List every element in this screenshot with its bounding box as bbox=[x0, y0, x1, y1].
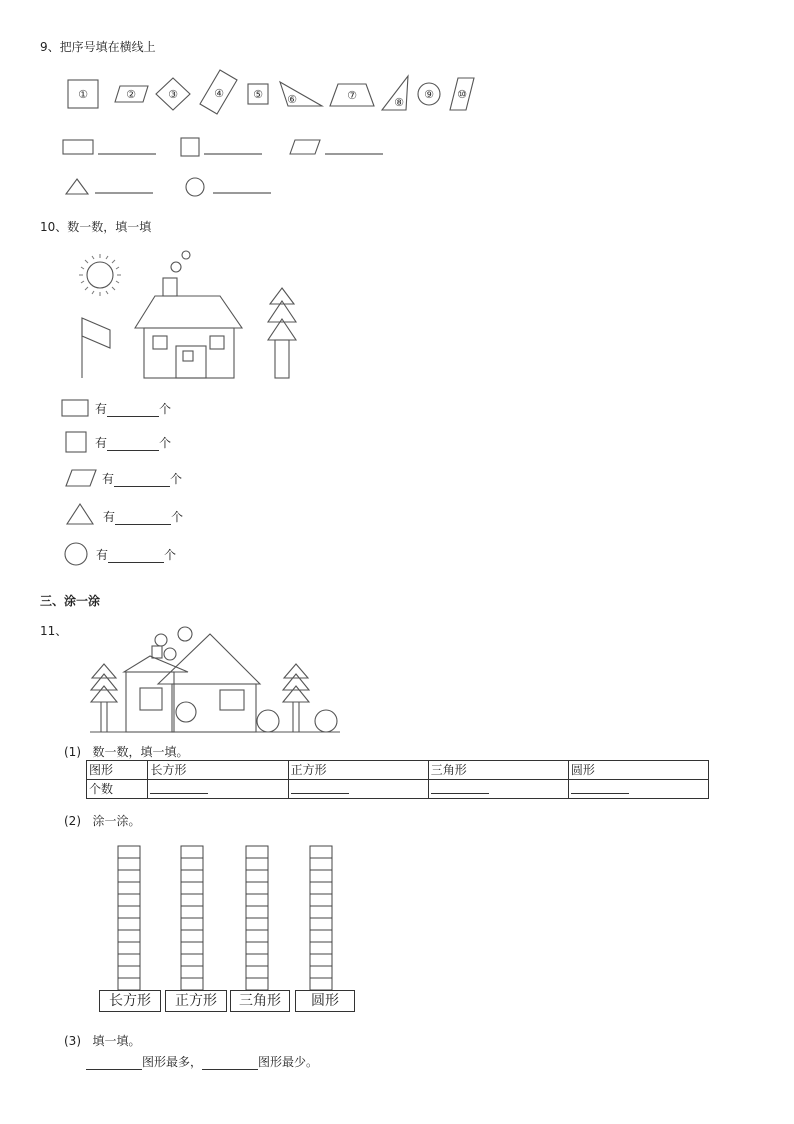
color-cell-square[interactable] bbox=[181, 858, 203, 870]
least-text: 图形最少。 bbox=[258, 1055, 319, 1069]
you-label: 有 bbox=[95, 402, 108, 416]
color-cell-rectangle[interactable] bbox=[118, 894, 140, 906]
count-blank-circle[interactable] bbox=[108, 550, 164, 563]
shape-label: ⑥ bbox=[287, 93, 297, 106]
most-shape-blank[interactable] bbox=[86, 1057, 142, 1070]
color-cell-triangle[interactable] bbox=[246, 894, 268, 906]
house-window-left bbox=[140, 688, 162, 710]
shape-label: ② bbox=[126, 88, 136, 101]
color-cell-square[interactable] bbox=[181, 906, 203, 918]
count-cell-rectangle[interactable] bbox=[148, 780, 288, 799]
circle-icon bbox=[186, 178, 204, 196]
part3-text: 填一填。 bbox=[92, 1034, 141, 1048]
parallelogram-icon bbox=[66, 470, 96, 486]
column-label-circle: 圆形 bbox=[295, 990, 355, 1012]
color-cell-triangle[interactable] bbox=[246, 858, 268, 870]
part1-text: 数一数，填一填。 bbox=[92, 745, 189, 759]
ge-label: 个 bbox=[159, 436, 172, 450]
color-cell-circle[interactable] bbox=[310, 906, 332, 918]
color-cell-circle[interactable] bbox=[310, 918, 332, 930]
color-cell-square[interactable] bbox=[181, 966, 203, 978]
count-row-rectangle bbox=[95, 400, 171, 417]
table-col-circle: 圆形 bbox=[568, 761, 708, 780]
color-cell-square[interactable] bbox=[181, 882, 203, 894]
q10-title: 10、数一数，填一填 bbox=[40, 220, 152, 234]
house-window-right bbox=[210, 336, 224, 349]
color-cell-square[interactable] bbox=[181, 942, 203, 954]
rectangle-icon bbox=[63, 140, 93, 154]
color-cell-circle[interactable] bbox=[310, 870, 332, 882]
smoke-circle bbox=[178, 627, 192, 641]
q9-title: 9、把序号填在横线上 bbox=[40, 40, 156, 54]
tree-icon bbox=[268, 288, 296, 378]
chimney bbox=[152, 646, 162, 658]
count-cell-triangle[interactable] bbox=[428, 780, 568, 799]
house-wall-right bbox=[172, 684, 256, 732]
color-cell-square[interactable] bbox=[181, 918, 203, 930]
color-cell-triangle[interactable] bbox=[246, 966, 268, 978]
count-cell-circle[interactable] bbox=[568, 780, 708, 799]
you-label: 有 bbox=[96, 548, 109, 562]
color-cell-rectangle[interactable] bbox=[118, 882, 140, 894]
circle-icon bbox=[65, 543, 87, 565]
color-cell-square[interactable] bbox=[181, 978, 203, 990]
house-door-window bbox=[183, 351, 193, 361]
color-cell-triangle[interactable] bbox=[246, 882, 268, 894]
color-cell-triangle[interactable] bbox=[246, 954, 268, 966]
q11-number: 11、 bbox=[40, 624, 68, 638]
parallelogram-icon bbox=[290, 140, 320, 154]
tree-icon bbox=[91, 664, 117, 732]
table-header-label: 图形 bbox=[87, 761, 148, 780]
color-cell-triangle[interactable] bbox=[246, 870, 268, 882]
you-label: 有 bbox=[102, 472, 115, 486]
count-blank-parallelogram[interactable] bbox=[114, 474, 170, 487]
color-cell-circle[interactable] bbox=[310, 846, 332, 858]
smoke-circle bbox=[164, 648, 176, 660]
color-cell-rectangle[interactable] bbox=[118, 870, 140, 882]
color-cell-triangle[interactable] bbox=[246, 906, 268, 918]
you-label: 有 bbox=[95, 436, 108, 450]
part3-label: (3) bbox=[64, 1034, 81, 1048]
shape-label: ⑦ bbox=[347, 89, 357, 102]
square-icon bbox=[181, 138, 199, 156]
shape-label: ⑤ bbox=[253, 88, 263, 101]
smoke-circle bbox=[182, 251, 190, 259]
color-cell-triangle[interactable] bbox=[246, 978, 268, 990]
square-icon bbox=[66, 432, 86, 452]
triangle-icon bbox=[67, 504, 93, 524]
shape-label: ⑩ bbox=[457, 88, 467, 101]
color-cell-rectangle[interactable] bbox=[118, 954, 140, 966]
section3-title: 三、涂一涂 bbox=[40, 594, 101, 608]
table-col-triangle: 三角形 bbox=[428, 761, 568, 780]
color-cell-circle[interactable] bbox=[310, 858, 332, 870]
ge-label: 个 bbox=[159, 402, 172, 416]
tree-icon bbox=[283, 664, 309, 732]
bush-circle bbox=[257, 710, 279, 732]
ge-label: 个 bbox=[164, 548, 177, 562]
column-label-square: 正方形 bbox=[165, 990, 227, 1012]
smoke-circle bbox=[171, 262, 181, 272]
part1-line bbox=[64, 743, 188, 760]
shape-label: ④ bbox=[214, 87, 224, 100]
house-wall-left bbox=[126, 672, 174, 732]
house-round-window bbox=[176, 702, 196, 722]
color-cell-rectangle[interactable] bbox=[118, 918, 140, 930]
column-label-triangle: 三角形 bbox=[230, 990, 290, 1012]
color-cell-rectangle[interactable] bbox=[118, 846, 140, 858]
bush-circle bbox=[315, 710, 337, 732]
part1-label: (1) bbox=[64, 745, 81, 759]
house-window-right bbox=[220, 690, 244, 710]
most-text: 图形最多， bbox=[142, 1055, 203, 1069]
shape-label: ⑨ bbox=[424, 88, 434, 101]
q10-shape-icons bbox=[60, 396, 100, 566]
table-count-row bbox=[87, 780, 709, 799]
table-col-rectangle: 长方形 bbox=[148, 761, 288, 780]
color-cell-triangle[interactable] bbox=[246, 846, 268, 858]
ge-label: 个 bbox=[170, 472, 183, 486]
color-cell-circle[interactable] bbox=[310, 942, 332, 954]
sun-icon bbox=[79, 254, 121, 296]
triangle-icon bbox=[66, 179, 88, 194]
color-cell-square[interactable] bbox=[181, 870, 203, 882]
count-row-triangle bbox=[103, 508, 183, 525]
shape-label: ① bbox=[78, 88, 88, 101]
table-header-row bbox=[87, 761, 709, 780]
part3-answer-line bbox=[86, 1053, 318, 1070]
color-cell-circle[interactable] bbox=[310, 894, 332, 906]
count-blank-rectangle[interactable] bbox=[107, 404, 159, 417]
color-cell-circle[interactable] bbox=[310, 930, 332, 942]
color-cell-triangle[interactable] bbox=[246, 942, 268, 954]
q9-answer-rows bbox=[60, 136, 400, 206]
count-row-square bbox=[95, 434, 171, 451]
count-row-circle bbox=[96, 546, 176, 563]
color-cell-rectangle[interactable] bbox=[118, 858, 140, 870]
rectangle-icon bbox=[62, 400, 88, 416]
shape-label: ③ bbox=[168, 88, 178, 101]
shape-label: ⑧ bbox=[394, 96, 404, 109]
color-cell-rectangle[interactable] bbox=[118, 930, 140, 942]
house-window-left bbox=[153, 336, 167, 349]
color-cell-rectangle[interactable] bbox=[118, 966, 140, 978]
part3-line bbox=[64, 1032, 140, 1049]
color-cell-triangle[interactable] bbox=[246, 930, 268, 942]
q11-house-picture bbox=[88, 624, 343, 734]
q10-house-picture bbox=[70, 248, 310, 383]
count-row-parallelogram bbox=[102, 470, 182, 487]
coloring-grid bbox=[116, 846, 346, 990]
color-cell-circle[interactable] bbox=[310, 966, 332, 978]
count-cell-square[interactable] bbox=[288, 780, 428, 799]
color-cell-rectangle[interactable] bbox=[118, 942, 140, 954]
q9-shapes-row bbox=[60, 64, 490, 120]
count-blank-triangle[interactable] bbox=[115, 512, 171, 525]
part2-label: (2) bbox=[64, 814, 81, 828]
color-cell-square[interactable] bbox=[181, 894, 203, 906]
ge-label: 个 bbox=[171, 510, 184, 524]
chimney bbox=[163, 278, 177, 296]
you-label: 有 bbox=[103, 510, 116, 524]
color-cell-square[interactable] bbox=[181, 954, 203, 966]
least-shape-blank[interactable] bbox=[202, 1057, 258, 1070]
part2-text: 涂一涂。 bbox=[92, 814, 141, 828]
count-blank-square[interactable] bbox=[107, 438, 159, 451]
color-cell-square[interactable] bbox=[181, 930, 203, 942]
house-roof bbox=[135, 296, 242, 328]
smoke-circle bbox=[155, 634, 167, 646]
color-cell-square[interactable] bbox=[181, 846, 203, 858]
part2-line bbox=[64, 812, 140, 829]
color-cell-rectangle[interactable] bbox=[118, 906, 140, 918]
flag-icon bbox=[82, 318, 110, 378]
table-col-square: 正方形 bbox=[288, 761, 428, 780]
color-cell-triangle[interactable] bbox=[246, 918, 268, 930]
color-cell-circle[interactable] bbox=[310, 978, 332, 990]
table-count-label: 个数 bbox=[87, 780, 148, 799]
color-cell-rectangle[interactable] bbox=[118, 978, 140, 990]
color-cell-circle[interactable] bbox=[310, 954, 332, 966]
column-label-rectangle: 长方形 bbox=[99, 990, 161, 1012]
color-cell-circle[interactable] bbox=[310, 882, 332, 894]
count-table bbox=[86, 760, 709, 799]
